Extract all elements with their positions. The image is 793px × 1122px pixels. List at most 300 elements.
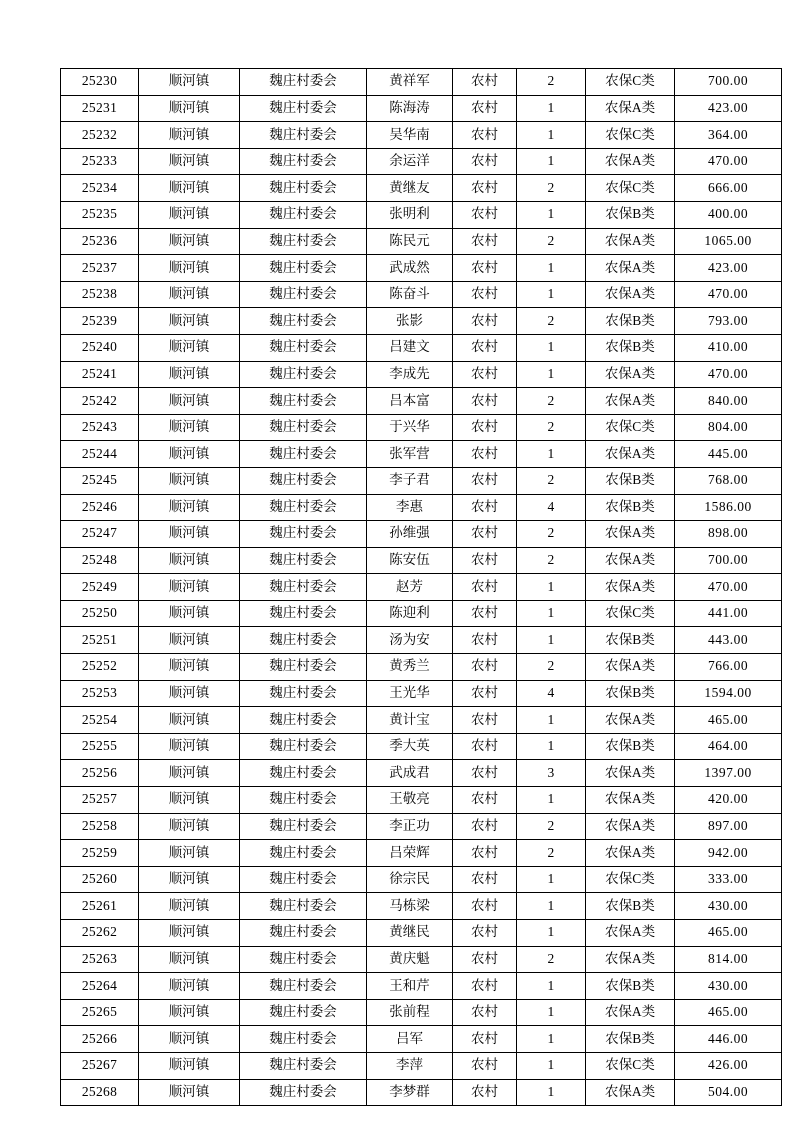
cell-category: 农保A类 [586, 255, 675, 282]
cell-count: 1 [517, 600, 586, 627]
cell-count: 1 [517, 787, 586, 814]
cell-amount: 793.00 [675, 308, 782, 335]
cell-amount: 942.00 [675, 840, 782, 867]
cell-village: 魏庄村委会 [240, 521, 367, 548]
cell-town: 顺河镇 [139, 95, 240, 122]
table-row [61, 893, 782, 920]
cell-name: 吕建文 [367, 334, 453, 361]
cell-id: 25231 [61, 95, 139, 122]
cell-category: 农保A类 [586, 547, 675, 574]
beneficiary-table [60, 68, 782, 1106]
cell-type: 农村 [453, 361, 517, 388]
table-row [61, 441, 782, 468]
cell-town: 顺河镇 [139, 1079, 240, 1106]
cell-village: 魏庄村委会 [240, 627, 367, 654]
cell-town: 顺河镇 [139, 175, 240, 202]
cell-count: 1 [517, 627, 586, 654]
cell-type: 农村 [453, 707, 517, 734]
cell-name: 黄庆魁 [367, 946, 453, 973]
table-row [61, 840, 782, 867]
cell-type: 农村 [453, 201, 517, 228]
cell-type: 农村 [453, 946, 517, 973]
cell-amount: 814.00 [675, 946, 782, 973]
cell-category: 农保C类 [586, 122, 675, 149]
cell-amount: 804.00 [675, 414, 782, 441]
cell-name: 黄计宝 [367, 707, 453, 734]
cell-name: 季大英 [367, 733, 453, 760]
cell-village: 魏庄村委会 [240, 787, 367, 814]
cell-village: 魏庄村委会 [240, 680, 367, 707]
cell-category: 农保B类 [586, 627, 675, 654]
cell-id: 25260 [61, 866, 139, 893]
table-body [61, 69, 782, 1106]
cell-amount: 445.00 [675, 441, 782, 468]
cell-village: 魏庄村委会 [240, 813, 367, 840]
cell-category: 农保A类 [586, 148, 675, 175]
cell-amount: 768.00 [675, 467, 782, 494]
cell-id: 25245 [61, 467, 139, 494]
cell-id: 25238 [61, 281, 139, 308]
table-row [61, 920, 782, 947]
table-row [61, 547, 782, 574]
cell-type: 农村 [453, 175, 517, 202]
table-row [61, 654, 782, 681]
cell-count: 2 [517, 946, 586, 973]
cell-id: 25254 [61, 707, 139, 734]
cell-type: 农村 [453, 467, 517, 494]
table-row [61, 494, 782, 521]
cell-name: 李梦群 [367, 1079, 453, 1106]
cell-name: 吴华南 [367, 122, 453, 149]
cell-amount: 430.00 [675, 893, 782, 920]
cell-type: 农村 [453, 866, 517, 893]
cell-name: 李成先 [367, 361, 453, 388]
cell-village: 魏庄村委会 [240, 361, 367, 388]
table-row [61, 680, 782, 707]
cell-village: 魏庄村委会 [240, 840, 367, 867]
cell-village: 魏庄村委会 [240, 122, 367, 149]
cell-category: 农保B类 [586, 893, 675, 920]
cell-village: 魏庄村委会 [240, 95, 367, 122]
cell-name: 张影 [367, 308, 453, 335]
cell-id: 25237 [61, 255, 139, 282]
table-row [61, 334, 782, 361]
cell-village: 魏庄村委会 [240, 547, 367, 574]
cell-town: 顺河镇 [139, 680, 240, 707]
cell-id: 25251 [61, 627, 139, 654]
table-row [61, 281, 782, 308]
cell-id: 25236 [61, 228, 139, 255]
cell-category: 农保C类 [586, 600, 675, 627]
cell-name: 徐宗民 [367, 866, 453, 893]
cell-count: 2 [517, 467, 586, 494]
cell-name: 陈海涛 [367, 95, 453, 122]
cell-amount: 400.00 [675, 201, 782, 228]
cell-amount: 700.00 [675, 547, 782, 574]
cell-village: 魏庄村委会 [240, 281, 367, 308]
cell-category: 农保A类 [586, 946, 675, 973]
cell-id: 25265 [61, 999, 139, 1026]
cell-amount: 766.00 [675, 654, 782, 681]
cell-category: 农保A类 [586, 707, 675, 734]
cell-type: 农村 [453, 494, 517, 521]
cell-type: 农村 [453, 760, 517, 787]
cell-amount: 420.00 [675, 787, 782, 814]
cell-category: 农保B类 [586, 1026, 675, 1053]
cell-town: 顺河镇 [139, 255, 240, 282]
cell-id: 25249 [61, 574, 139, 601]
cell-type: 农村 [453, 787, 517, 814]
cell-category: 农保A类 [586, 840, 675, 867]
cell-category: 农保A类 [586, 281, 675, 308]
cell-amount: 441.00 [675, 600, 782, 627]
cell-amount: 700.00 [675, 69, 782, 96]
cell-village: 魏庄村委会 [240, 893, 367, 920]
cell-type: 农村 [453, 148, 517, 175]
cell-name: 张前程 [367, 999, 453, 1026]
cell-name: 吕军 [367, 1026, 453, 1053]
cell-amount: 1065.00 [675, 228, 782, 255]
cell-id: 25248 [61, 547, 139, 574]
cell-town: 顺河镇 [139, 760, 240, 787]
table-row [61, 1079, 782, 1106]
cell-name: 吕本富 [367, 388, 453, 415]
cell-type: 农村 [453, 414, 517, 441]
cell-id: 25264 [61, 973, 139, 1000]
cell-category: 农保A类 [586, 999, 675, 1026]
cell-id: 25232 [61, 122, 139, 149]
cell-count: 2 [517, 654, 586, 681]
table-row [61, 574, 782, 601]
cell-amount: 423.00 [675, 95, 782, 122]
table-row [61, 175, 782, 202]
cell-category: 农保B类 [586, 733, 675, 760]
cell-count: 1 [517, 1079, 586, 1106]
cell-town: 顺河镇 [139, 840, 240, 867]
cell-count: 1 [517, 95, 586, 122]
cell-count: 2 [517, 69, 586, 96]
cell-town: 顺河镇 [139, 787, 240, 814]
cell-count: 2 [517, 521, 586, 548]
table-row [61, 69, 782, 96]
table-row [61, 946, 782, 973]
cell-count: 1 [517, 201, 586, 228]
cell-category: 农保A类 [586, 521, 675, 548]
cell-category: 农保A类 [586, 95, 675, 122]
cell-category: 农保A类 [586, 920, 675, 947]
cell-town: 顺河镇 [139, 547, 240, 574]
cell-name: 孙维强 [367, 521, 453, 548]
cell-amount: 430.00 [675, 973, 782, 1000]
cell-count: 2 [517, 547, 586, 574]
cell-village: 魏庄村委会 [240, 308, 367, 335]
cell-amount: 465.00 [675, 999, 782, 1026]
cell-count: 1 [517, 574, 586, 601]
cell-name: 李萍 [367, 1052, 453, 1079]
cell-name: 陈民元 [367, 228, 453, 255]
cell-amount: 470.00 [675, 148, 782, 175]
cell-type: 农村 [453, 813, 517, 840]
cell-id: 25244 [61, 441, 139, 468]
cell-town: 顺河镇 [139, 148, 240, 175]
cell-category: 农保C类 [586, 866, 675, 893]
cell-amount: 443.00 [675, 627, 782, 654]
cell-count: 4 [517, 680, 586, 707]
cell-type: 农村 [453, 441, 517, 468]
cell-village: 魏庄村委会 [240, 946, 367, 973]
cell-count: 1 [517, 893, 586, 920]
cell-name: 武成君 [367, 760, 453, 787]
cell-category: 农保B类 [586, 467, 675, 494]
cell-name: 余运洋 [367, 148, 453, 175]
cell-town: 顺河镇 [139, 281, 240, 308]
cell-village: 魏庄村委会 [240, 600, 367, 627]
cell-name: 张军营 [367, 441, 453, 468]
table-row [61, 414, 782, 441]
cell-amount: 410.00 [675, 334, 782, 361]
cell-amount: 423.00 [675, 255, 782, 282]
cell-category: 农保C类 [586, 69, 675, 96]
cell-category: 农保C类 [586, 414, 675, 441]
cell-amount: 470.00 [675, 281, 782, 308]
table-row [61, 95, 782, 122]
cell-amount: 1397.00 [675, 760, 782, 787]
cell-village: 魏庄村委会 [240, 467, 367, 494]
table-row [61, 733, 782, 760]
table-row [61, 760, 782, 787]
cell-amount: 446.00 [675, 1026, 782, 1053]
table-row [61, 973, 782, 1000]
cell-type: 农村 [453, 334, 517, 361]
cell-town: 顺河镇 [139, 866, 240, 893]
cell-type: 农村 [453, 920, 517, 947]
cell-type: 农村 [453, 893, 517, 920]
cell-town: 顺河镇 [139, 467, 240, 494]
cell-village: 魏庄村委会 [240, 441, 367, 468]
cell-town: 顺河镇 [139, 122, 240, 149]
table-row [61, 1026, 782, 1053]
cell-village: 魏庄村委会 [240, 707, 367, 734]
cell-name: 陈安伍 [367, 547, 453, 574]
cell-village: 魏庄村委会 [240, 69, 367, 96]
cell-count: 2 [517, 813, 586, 840]
cell-category: 农保A类 [586, 787, 675, 814]
cell-id: 25255 [61, 733, 139, 760]
cell-village: 魏庄村委会 [240, 255, 367, 282]
cell-type: 农村 [453, 1079, 517, 1106]
cell-type: 农村 [453, 1026, 517, 1053]
cell-village: 魏庄村委会 [240, 201, 367, 228]
cell-name: 黄继友 [367, 175, 453, 202]
cell-count: 2 [517, 308, 586, 335]
cell-type: 农村 [453, 281, 517, 308]
cell-town: 顺河镇 [139, 707, 240, 734]
cell-id: 25230 [61, 69, 139, 96]
cell-village: 魏庄村委会 [240, 999, 367, 1026]
cell-id: 25258 [61, 813, 139, 840]
cell-id: 25243 [61, 414, 139, 441]
cell-village: 魏庄村委会 [240, 973, 367, 1000]
table-row [61, 1052, 782, 1079]
table-row [61, 255, 782, 282]
cell-village: 魏庄村委会 [240, 494, 367, 521]
cell-count: 1 [517, 999, 586, 1026]
cell-village: 魏庄村委会 [240, 148, 367, 175]
cell-count: 1 [517, 441, 586, 468]
cell-amount: 470.00 [675, 574, 782, 601]
cell-type: 农村 [453, 547, 517, 574]
table-row [61, 866, 782, 893]
cell-village: 魏庄村委会 [240, 414, 367, 441]
table-row [61, 813, 782, 840]
table-row [61, 361, 782, 388]
cell-town: 顺河镇 [139, 228, 240, 255]
cell-count: 1 [517, 1026, 586, 1053]
cell-village: 魏庄村委会 [240, 228, 367, 255]
cell-id: 25268 [61, 1079, 139, 1106]
cell-type: 农村 [453, 255, 517, 282]
table-row [61, 999, 782, 1026]
cell-name: 陈奋斗 [367, 281, 453, 308]
cell-category: 农保B类 [586, 494, 675, 521]
cell-type: 农村 [453, 1052, 517, 1079]
cell-category: 农保A类 [586, 388, 675, 415]
cell-village: 魏庄村委会 [240, 1026, 367, 1053]
cell-id: 25263 [61, 946, 139, 973]
cell-amount: 333.00 [675, 866, 782, 893]
cell-count: 1 [517, 281, 586, 308]
cell-town: 顺河镇 [139, 441, 240, 468]
cell-category: 农保B类 [586, 201, 675, 228]
cell-name: 黄祥军 [367, 69, 453, 96]
cell-count: 1 [517, 148, 586, 175]
cell-category: 农保A类 [586, 760, 675, 787]
cell-id: 25259 [61, 840, 139, 867]
cell-id: 25242 [61, 388, 139, 415]
cell-village: 魏庄村委会 [240, 733, 367, 760]
cell-count: 2 [517, 840, 586, 867]
cell-type: 农村 [453, 574, 517, 601]
cell-town: 顺河镇 [139, 361, 240, 388]
cell-category: 农保A类 [586, 1079, 675, 1106]
cell-id: 25253 [61, 680, 139, 707]
cell-count: 1 [517, 122, 586, 149]
cell-town: 顺河镇 [139, 201, 240, 228]
cell-id: 25247 [61, 521, 139, 548]
cell-village: 魏庄村委会 [240, 388, 367, 415]
cell-amount: 666.00 [675, 175, 782, 202]
table-row [61, 388, 782, 415]
cell-count: 2 [517, 414, 586, 441]
cell-amount: 840.00 [675, 388, 782, 415]
cell-village: 魏庄村委会 [240, 175, 367, 202]
cell-town: 顺河镇 [139, 494, 240, 521]
cell-type: 农村 [453, 69, 517, 96]
cell-category: 农保A类 [586, 654, 675, 681]
cell-name: 于兴华 [367, 414, 453, 441]
cell-category: 农保C类 [586, 175, 675, 202]
cell-town: 顺河镇 [139, 999, 240, 1026]
cell-id: 25257 [61, 787, 139, 814]
table-row [61, 467, 782, 494]
cell-amount: 426.00 [675, 1052, 782, 1079]
cell-name: 李正功 [367, 813, 453, 840]
cell-id: 25234 [61, 175, 139, 202]
cell-type: 农村 [453, 627, 517, 654]
cell-category: 农保C类 [586, 1052, 675, 1079]
cell-type: 农村 [453, 733, 517, 760]
table-row [61, 600, 782, 627]
cell-amount: 1594.00 [675, 680, 782, 707]
cell-town: 顺河镇 [139, 69, 240, 96]
cell-town: 顺河镇 [139, 893, 240, 920]
table-row [61, 707, 782, 734]
cell-type: 农村 [453, 308, 517, 335]
cell-town: 顺河镇 [139, 574, 240, 601]
cell-type: 农村 [453, 600, 517, 627]
cell-town: 顺河镇 [139, 627, 240, 654]
cell-town: 顺河镇 [139, 521, 240, 548]
cell-type: 农村 [453, 680, 517, 707]
cell-name: 王和芹 [367, 973, 453, 1000]
cell-town: 顺河镇 [139, 1052, 240, 1079]
cell-id: 25241 [61, 361, 139, 388]
cell-count: 1 [517, 1052, 586, 1079]
cell-name: 黄秀兰 [367, 654, 453, 681]
cell-type: 农村 [453, 840, 517, 867]
table-row [61, 122, 782, 149]
cell-count: 1 [517, 920, 586, 947]
cell-id: 25235 [61, 201, 139, 228]
cell-village: 魏庄村委会 [240, 574, 367, 601]
table-row [61, 201, 782, 228]
cell-category: 农保B类 [586, 680, 675, 707]
cell-count: 1 [517, 255, 586, 282]
cell-type: 农村 [453, 973, 517, 1000]
cell-count: 2 [517, 228, 586, 255]
cell-category: 农保A类 [586, 361, 675, 388]
cell-village: 魏庄村委会 [240, 760, 367, 787]
cell-type: 农村 [453, 122, 517, 149]
cell-village: 魏庄村委会 [240, 654, 367, 681]
table-row [61, 627, 782, 654]
cell-id: 25252 [61, 654, 139, 681]
cell-town: 顺河镇 [139, 920, 240, 947]
cell-count: 1 [517, 707, 586, 734]
cell-type: 农村 [453, 521, 517, 548]
cell-type: 农村 [453, 95, 517, 122]
cell-town: 顺河镇 [139, 308, 240, 335]
cell-town: 顺河镇 [139, 600, 240, 627]
cell-town: 顺河镇 [139, 973, 240, 1000]
cell-count: 1 [517, 866, 586, 893]
cell-id: 25266 [61, 1026, 139, 1053]
cell-type: 农村 [453, 654, 517, 681]
cell-category: 农保A类 [586, 228, 675, 255]
cell-count: 1 [517, 361, 586, 388]
cell-id: 25267 [61, 1052, 139, 1079]
cell-category: 农保A类 [586, 813, 675, 840]
cell-type: 农村 [453, 228, 517, 255]
cell-name: 黄继民 [367, 920, 453, 947]
cell-town: 顺河镇 [139, 1026, 240, 1053]
cell-village: 魏庄村委会 [240, 1052, 367, 1079]
cell-id: 25240 [61, 334, 139, 361]
cell-amount: 1586.00 [675, 494, 782, 521]
cell-count: 4 [517, 494, 586, 521]
cell-town: 顺河镇 [139, 946, 240, 973]
cell-category: 农保B类 [586, 308, 675, 335]
